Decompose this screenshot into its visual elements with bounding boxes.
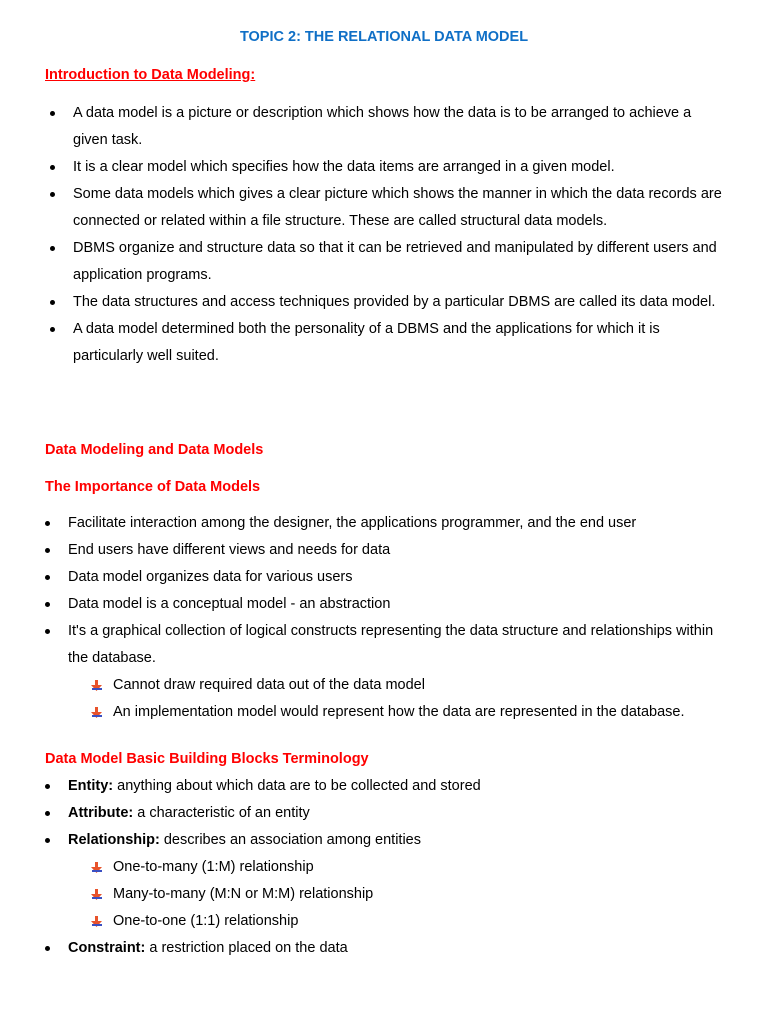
- bullet-icon: [45, 629, 50, 634]
- arrow-bullet-icon: [90, 679, 104, 692]
- list-item: Constraint: a restriction placed on the data: [0, 935, 718, 962]
- list-item: Data model is a conceptual model - an abstraction: [0, 591, 718, 618]
- list-item: Relationship: describes an association among entities One-to-many (1:M) relationship Many-to-many (M:N or M:M) relationship One-to-one (1:1) relationship: [0, 827, 718, 935]
- importance-list: [0, 510, 718, 726]
- bullet-icon: [45, 575, 50, 580]
- blocks-heading: Data Model Basic Building Blocks Terminology: [45, 751, 369, 767]
- list-item: Some data models which gives a clear picture which shows the manner in which the data records are connected or related within a file structure. These are called structural data models.: [0, 181, 723, 235]
- list-item: The data structures and access techniques provided by a particular DBMS are called its data model.: [0, 289, 723, 316]
- arrow-bullet-icon: [90, 888, 104, 901]
- bullet-icon: [50, 192, 55, 197]
- intro-list: [0, 100, 723, 370]
- models-heading: Data Modeling and Data Models: [45, 442, 264, 458]
- blocks-list: [0, 773, 718, 962]
- importance-heading: The Importance of Data Models: [45, 479, 261, 495]
- sub-list-item: One-to-one (1:1) relationship: [68, 908, 718, 935]
- page-title: TOPIC 2: THE RELATIONAL DATA MODEL: [239, 29, 529, 45]
- bullet-icon: [45, 521, 50, 526]
- sub-list-item: One-to-many (1:M) relationship: [68, 854, 718, 881]
- bullet-icon: [45, 811, 50, 816]
- list-item: It is a clear model which specifies how the data items are arranged in a given model.: [0, 154, 723, 181]
- list-item: Entity: anything about which data are to be collected and stored: [0, 773, 718, 800]
- bullet-icon: [45, 838, 50, 843]
- term-label: Entity:: [68, 778, 114, 794]
- bullet-icon: [45, 602, 50, 607]
- arrow-bullet-icon: [90, 915, 104, 928]
- list-item: It's a graphical collection of logical constructs representing the data structure and relationships within the database. Cannot draw required data out of the data model An implementation model would represent how the data are represented in the database.: [0, 618, 718, 726]
- list-item: A data model determined both the personality of a DBMS and the applications for which it is particularly well suited.: [0, 316, 723, 370]
- term-label: Constraint:: [68, 940, 146, 956]
- bullet-icon: [45, 946, 50, 951]
- term-label: Relationship:: [68, 832, 160, 848]
- intro-heading: Introduction to Data Modeling:: [45, 67, 256, 83]
- list-item: A data model is a picture or description which shows how the data is to be arranged to achieve a given task.: [0, 100, 723, 154]
- bullet-icon: [50, 327, 55, 332]
- arrow-bullet-icon: [90, 706, 104, 719]
- list-item: Facilitate interaction among the designer, the applications programmer, and the end user: [0, 510, 718, 537]
- list-item: End users have different views and needs for data: [0, 537, 718, 564]
- sub-list-item: Cannot draw required data out of the data model: [68, 672, 718, 699]
- term-label: Attribute:: [68, 805, 134, 821]
- list-item: Attribute: a characteristic of an entity: [0, 800, 718, 827]
- bullet-icon: [45, 548, 50, 553]
- sub-list-item: Many-to-many (M:N or M:M) relationship: [68, 881, 718, 908]
- bullet-icon: [50, 111, 55, 116]
- list-item: DBMS organize and structure data so that it can be retrieved and manipulated by different users and application programs.: [0, 235, 723, 289]
- bullet-icon: [50, 165, 55, 170]
- bullet-icon: [50, 246, 55, 251]
- list-item: Data model organizes data for various users: [0, 564, 718, 591]
- sub-list-item: An implementation model would represent how the data are represented in the database.: [68, 699, 718, 726]
- arrow-bullet-icon: [90, 861, 104, 874]
- bullet-icon: [50, 300, 55, 305]
- bullet-icon: [45, 784, 50, 789]
